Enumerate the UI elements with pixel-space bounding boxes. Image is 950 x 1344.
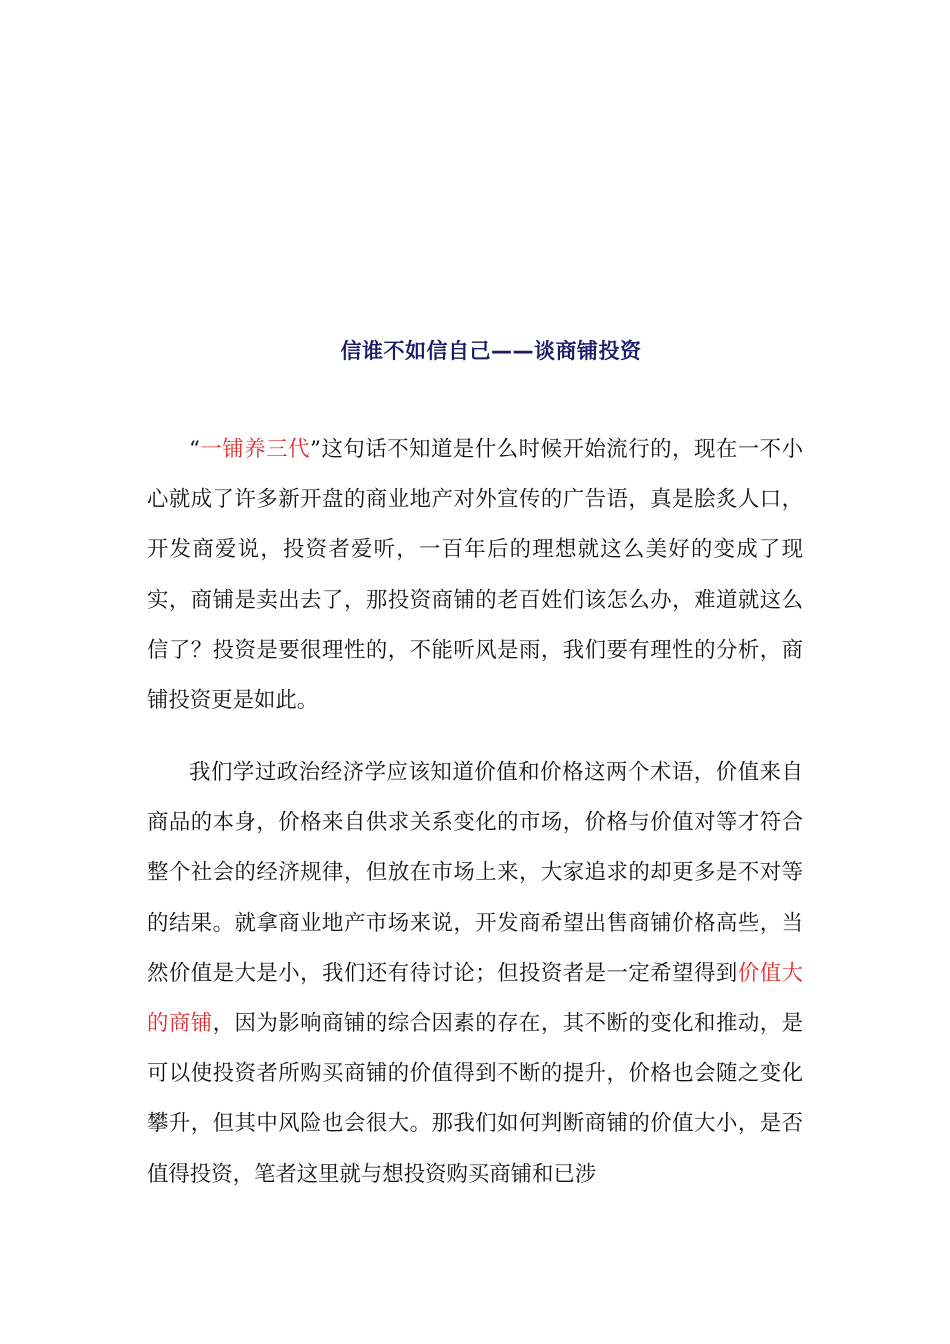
paragraph-2 — [147, 748, 803, 1200]
highlight-phrase-1: 一铺养三代 — [199, 437, 311, 462]
paragraph-1 — [147, 425, 803, 726]
quote-open: “ — [189, 437, 200, 462]
paragraph-1-text: ”这句话不知道是什么时候开始流行的，现在一不小心就成了许多新开盘的商业地产对外宣传的广告语，真是脍炙人口，开发商爱说，投资者爱听，一百年后的理想就这么美好的变成了现实，商铺是卖出去了，那投资商铺的老百姓们该怎么办，难道就这么信了？投资是要很理性的，不能听风是雨，我们要有理性的分析，商铺投资更是如此。 — [147, 437, 803, 714]
highlight-phrase-2: 价值大的商铺 — [147, 960, 803, 1037]
document-title: 信谁不如信自己——谈商铺投资 — [340, 339, 642, 363]
paragraph-2-text-after: ，因为影响商铺的综合因素的存在，其不断的变化和推动，是可以使投资者所购买商铺的价值得到不断的提升，价格也会随之变化攀升，但其中风险也会很大。那我们如何判断商铺的价值大小，是否值得投资，笔者这里就与想投资购买商铺和已涉 — [147, 1011, 803, 1187]
paragraph-2-text-before: 我们学过政治经济学应该知道价值和价格这两个术语，价值来自商品的本身，价格来自供求关系变化的市场，价格与价值对等才符合整个社会的经济规律，但放在市场上来，大家追求的却更多是不对等的结果。就拿商业地产市场来说，开发商希望出售商铺价格高些，当然价值是大是小，我们还有待讨论；但投资者是一定希望得到 — [147, 760, 803, 986]
